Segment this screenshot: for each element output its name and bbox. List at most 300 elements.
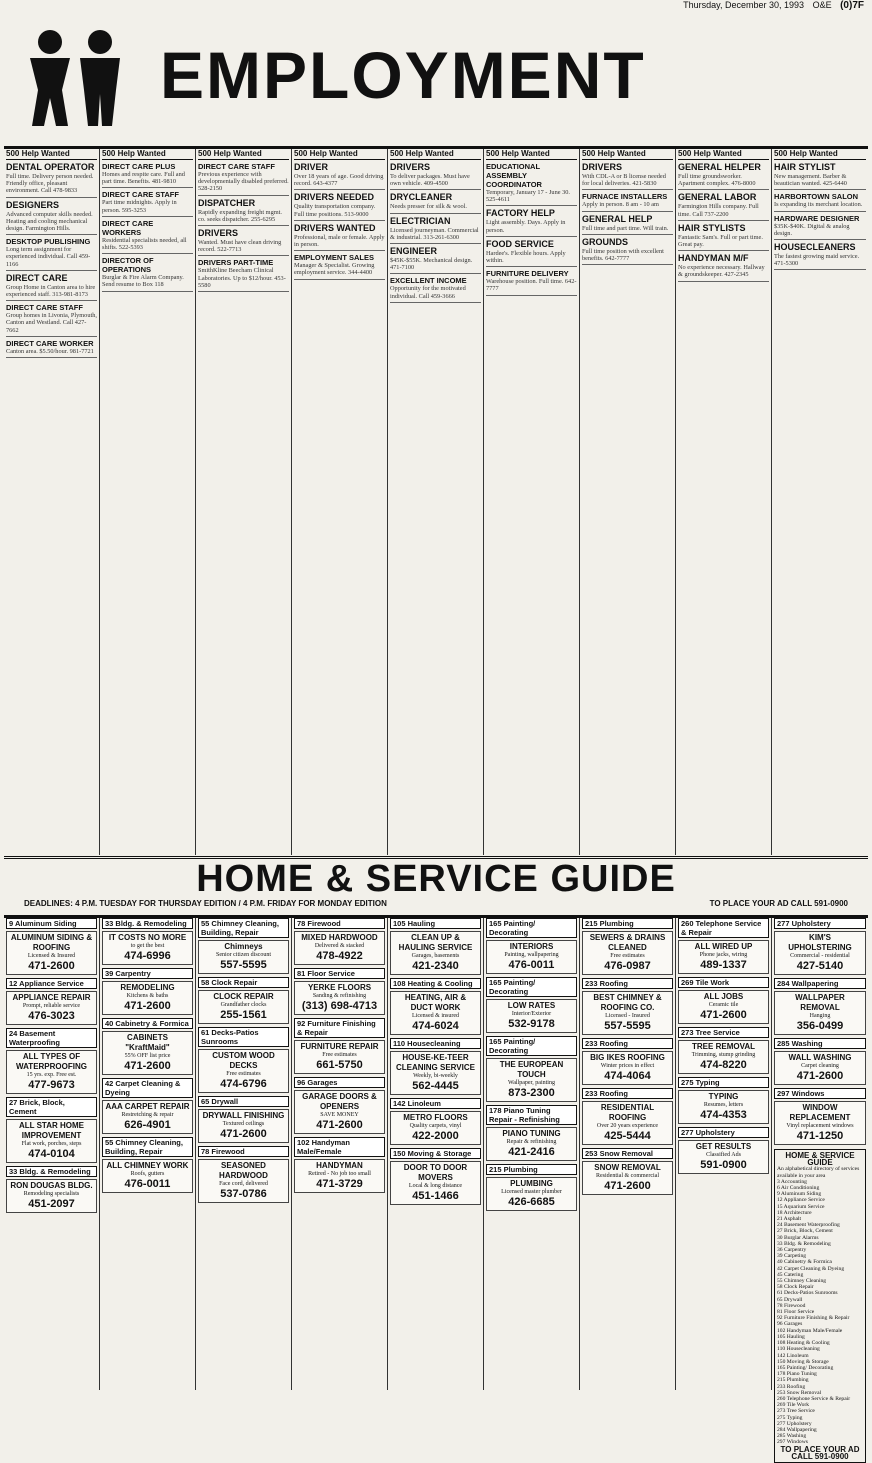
service-name: HEATING, AIR & DUCT WORK <box>404 993 467 1012</box>
job-text: Group homes in Livonia, Plymouth, Canton and Westland. Call 427-7662 <box>6 312 97 334</box>
service-ad <box>6 1119 97 1163</box>
service-name: ALL WIRED UP <box>694 942 753 951</box>
service-phone: 873-2300 <box>508 1087 555 1099</box>
service-name: DOOR TO DOOR MOVERS <box>403 1163 468 1182</box>
guide-column <box>292 918 388 1390</box>
employment-column <box>484 149 580 855</box>
category-heading: 33 Bldg. & Remodeling <box>102 918 193 929</box>
index-item: 92 Furniture Finishing & Repair <box>777 1315 850 1322</box>
service-detail: Roofs, gutters <box>130 1171 165 1177</box>
service-ad <box>6 991 97 1025</box>
job-title: ENGINEER <box>390 246 438 257</box>
job-listing <box>390 192 481 213</box>
job-title: DRYCLEANER <box>390 192 453 203</box>
job-text: Quality transportation company. Full time positions. 513-9000 <box>294 203 376 218</box>
index-footer: TO PLACE YOUR AD CALL 591-0900 <box>780 1444 860 1461</box>
service-detail: Sanding & refinishing <box>312 993 367 999</box>
job-title: FACTORY HELP <box>486 208 555 219</box>
service-ad <box>102 981 193 1015</box>
service-detail: Free estimates <box>610 953 645 959</box>
job-listing <box>774 192 866 211</box>
service-detail: Wallpaper, painting <box>508 1080 555 1086</box>
job-title: DENTAL OPERATOR <box>6 162 95 172</box>
service-detail: Delivered & stacked <box>314 943 365 949</box>
service-name: FURNITURE REPAIR <box>300 1042 379 1051</box>
category-heading: 277 Upholstery <box>678 1127 769 1138</box>
index-item: 6 Air Conditioning <box>777 1185 820 1192</box>
service-phone: 661-5750 <box>316 1059 363 1071</box>
service-category <box>102 1137 193 1193</box>
index-item: 39 Carpeting <box>777 1253 807 1260</box>
service-detail: Interior/Exterior <box>511 1011 552 1017</box>
service-name: CABINETS "KraftMaid" <box>125 1033 170 1052</box>
service-ad <box>102 931 193 965</box>
service-ad <box>486 1127 577 1161</box>
category-heading: 284 Wallpapering <box>774 978 866 989</box>
service-category <box>390 918 481 975</box>
page-header <box>8 0 864 14</box>
people-logo-icon <box>20 28 130 128</box>
service-ad <box>294 1159 385 1193</box>
service-name: ALL STAR HOME IMPROVEMENT <box>18 1121 85 1140</box>
guide-column <box>484 918 580 1390</box>
service-category <box>102 918 193 965</box>
service-ad <box>6 1179 97 1213</box>
service-name: SEWERS & DRAINS CLEANED <box>589 933 666 952</box>
job-title: HAIR STYLIST <box>774 162 836 172</box>
category-heading: 12 Appliance Service <box>6 978 97 989</box>
service-name: INTERIORS <box>509 942 554 951</box>
job-listing <box>678 223 769 251</box>
index-item: 273 Tree Service <box>777 1408 815 1415</box>
service-phone: (313) 698-4713 <box>301 1000 378 1012</box>
index-item: 24 Basement Waterproofing <box>777 1222 840 1229</box>
service-ad <box>390 931 481 975</box>
job-title: EXCELLENT INCOME <box>390 276 467 286</box>
service-phone: 532-9178 <box>508 1018 555 1030</box>
index-item: 81 Floor Service <box>777 1309 815 1316</box>
service-category <box>486 918 577 974</box>
service-ad <box>294 931 385 965</box>
job-listing <box>198 258 289 292</box>
job-listing <box>582 214 673 235</box>
job-listing <box>294 253 385 279</box>
service-name: APPLIANCE REPAIR <box>12 993 91 1002</box>
job-listing <box>582 237 673 265</box>
job-title: HANDYMAN M/F <box>678 253 749 264</box>
job-title: GENERAL HELPER <box>678 162 761 172</box>
job-title: FOOD SERVICE <box>486 238 554 249</box>
job-text: Full time and part time. Will train. <box>582 224 669 232</box>
job-text: Canton area. $5.50/hour. 981-7721 <box>6 347 94 355</box>
service-phone: 474-4353 <box>700 1109 747 1121</box>
service-detail: Hanging <box>809 1013 831 1019</box>
service-phone: 474-4064 <box>604 1070 651 1082</box>
service-name: CUSTOM WOOD DECKS <box>212 1051 275 1070</box>
job-text: $45K-$55K. Mechanical design. 471-7100 <box>390 257 473 272</box>
job-text: With CDL-A or B license needed for local deliveries. 421-5830 <box>582 173 666 188</box>
service-detail: Classified Ads <box>706 1152 741 1158</box>
job-title: FURNITURE DELIVERY <box>486 269 569 279</box>
employment-column <box>676 149 772 855</box>
category-heading: 165 Painting/ Decorating <box>486 1036 577 1056</box>
service-phone: 489-1337 <box>700 959 747 971</box>
category-heading: 92 Furniture Finishing & Repair <box>294 1018 385 1038</box>
category-heading: 33 Bldg. & Remodeling <box>6 1166 97 1177</box>
column-heading: 500 Help Wanted <box>390 149 481 160</box>
service-phone: 476-0987 <box>604 960 651 972</box>
category-heading: 142 Linoleum <box>390 1098 481 1109</box>
service-name: RON DOUGAS BLDG. <box>10 1181 93 1190</box>
job-title: ELECTRICIAN <box>390 215 451 226</box>
category-heading: 96 Garages <box>294 1077 385 1088</box>
service-ad <box>774 991 866 1035</box>
job-listing <box>102 190 193 216</box>
service-category <box>678 977 769 1024</box>
service-name: GARAGE DOORS & OPENERS <box>302 1092 377 1111</box>
service-phone: 562-4445 <box>412 1080 459 1092</box>
category-heading: 215 Plumbing <box>486 1164 577 1175</box>
job-text: Previous experience with developmentally disabled preferred. 528-2150 <box>198 171 289 193</box>
service-ad <box>774 1101 866 1145</box>
service-detail: Painting, wallpapering <box>504 952 559 958</box>
guide-column <box>676 918 772 1390</box>
category-heading: 233 Roofing <box>582 1088 673 1099</box>
employment-column <box>292 149 388 855</box>
job-title: DRIVERS <box>390 162 431 172</box>
service-detail: Residential & commercial <box>596 1173 659 1179</box>
service-category <box>6 1028 97 1094</box>
guide-column <box>196 918 292 1390</box>
index-item: 42 Carpet Cleaning & Dyeing <box>777 1265 845 1272</box>
service-phone: 471-2600 <box>28 960 75 972</box>
job-text: Light assembly. Days. Apply in person. <box>486 219 566 234</box>
column-heading: 500 Help Wanted <box>102 149 193 160</box>
service-category <box>486 1164 577 1211</box>
service-detail: Weekly, bi-weekly <box>413 1073 458 1079</box>
service-detail: Trimming, stump grinding <box>691 1052 756 1058</box>
job-listing <box>582 162 673 190</box>
job-listing <box>294 192 385 220</box>
service-name: SNOW REMOVAL <box>594 1163 661 1172</box>
category-heading: 78 Firewood <box>294 918 385 929</box>
service-name: LOW RATES <box>507 1001 556 1010</box>
service-category <box>294 1077 385 1134</box>
job-listing <box>6 339 97 358</box>
service-category <box>390 978 481 1035</box>
service-phone: 477-9673 <box>28 1079 75 1091</box>
job-listing <box>390 246 481 274</box>
category-heading: 178 Piano Tuning Repair - Refinishing <box>486 1105 577 1125</box>
job-title: DIRECT CARE <box>6 272 68 283</box>
job-title: DRIVERS <box>198 228 239 239</box>
service-category <box>582 1148 673 1195</box>
service-ad <box>486 1177 577 1211</box>
service-phone: 476-3023 <box>28 1010 75 1022</box>
service-category <box>390 1098 481 1145</box>
guide-banner <box>4 856 868 918</box>
job-text: Warehouse position. Full time. 642-7777 <box>486 278 577 293</box>
category-heading: 58 Clock Repair <box>198 977 289 988</box>
category-heading: 277 Upholstery <box>774 918 866 929</box>
service-name: HANDYMAN <box>316 1161 363 1170</box>
service-category <box>294 1137 385 1193</box>
service-detail: SAVE MONEY <box>320 1112 359 1118</box>
job-title: DRIVERS WANTED <box>294 222 376 233</box>
service-name: CLEAN UP & HAULING SERVICE <box>398 933 473 952</box>
job-text: The fastest growing maid service. 471-5300 <box>774 253 860 268</box>
service-ad <box>582 931 673 975</box>
job-text: To deliver packages. Must have own vehicle. 409-4500 <box>390 173 470 188</box>
service-category <box>102 968 193 1015</box>
service-phone: 474-6796 <box>220 1078 267 1090</box>
service-name: PLUMBING <box>510 1179 553 1188</box>
employment-grid <box>4 146 868 855</box>
service-category <box>198 1027 289 1093</box>
employment-column <box>580 149 676 855</box>
job-title: HAIR STYLISTS <box>678 222 746 233</box>
service-category <box>582 918 673 975</box>
guide-title: HOME & SERVICE GUIDE <box>196 858 676 900</box>
service-ad <box>582 991 673 1035</box>
job-title: GENERAL LABOR <box>678 192 757 203</box>
service-phone: 478-4922 <box>316 950 363 962</box>
service-ad <box>678 1140 769 1174</box>
service-category <box>390 1038 481 1095</box>
index-item: 12 Appliance Service <box>777 1197 825 1204</box>
category-heading: 61 Decks-Patios Sunrooms <box>198 1027 289 1047</box>
service-phone: 474-0104 <box>28 1148 75 1160</box>
category-heading: 297 Windows <box>774 1088 866 1099</box>
job-text: Wanted. Must have clean driving record. 522-7713 <box>198 239 282 254</box>
job-title: DISPATCHER <box>198 197 256 208</box>
job-title: EDUCATIONAL ASSEMBLY COORDINATOR <box>486 162 542 189</box>
index-item: 108 Heating & Cooling <box>777 1340 830 1347</box>
job-listing <box>198 162 289 196</box>
service-detail: to get the best <box>130 943 165 949</box>
column-heading: 500 Help Wanted <box>6 149 97 160</box>
job-listing <box>678 192 769 220</box>
service-ad <box>102 1100 193 1134</box>
service-phone: 422-2000 <box>412 1130 459 1142</box>
job-text: Fantastic Sam's. Full or part time. Great pay. <box>678 233 763 249</box>
index-item: 110 Housecleaning <box>777 1346 820 1353</box>
job-title: DRIVERS <box>582 162 623 172</box>
service-ad <box>6 1050 97 1094</box>
service-category <box>198 1146 289 1203</box>
service-name: TREE REMOVAL <box>692 1042 755 1051</box>
service-category <box>294 918 385 965</box>
service-category <box>198 1096 289 1143</box>
index-item: 269 Tile Work <box>777 1402 810 1409</box>
job-listing <box>774 162 866 190</box>
service-ad <box>198 1049 289 1093</box>
job-title: DRIVER <box>294 162 329 172</box>
service-detail: Free estimates <box>322 1052 357 1058</box>
job-listing <box>486 162 577 206</box>
service-phone: 591-0900 <box>700 1159 747 1171</box>
job-text: Rapidly expanding freight mgmt. co. seeks dispatcher. 255-6295 <box>198 208 282 223</box>
service-detail: Textured ceilings <box>222 1121 265 1127</box>
column-heading: 500 Help Wanted <box>582 149 673 160</box>
job-text: Opportunity for the motivated individual. Call 459-3666 <box>390 285 466 300</box>
column-heading: 500 Help Wanted <box>294 149 385 160</box>
service-name: YERKE FLOORS <box>307 983 372 992</box>
category-heading: 78 Firewood <box>198 1146 289 1157</box>
service-category <box>582 1088 673 1145</box>
category-heading: 253 Snow Removal <box>582 1148 673 1159</box>
job-listing <box>294 162 385 190</box>
index-item: 105 Hauling <box>777 1333 805 1340</box>
job-title: DESIGNERS <box>6 199 60 210</box>
service-phone: 626-4901 <box>124 1119 171 1131</box>
job-text: Over 18 years of age. Good driving record. 643-4377 <box>294 173 384 188</box>
service-category <box>6 978 97 1025</box>
service-category <box>678 1077 769 1124</box>
job-listing <box>102 162 193 188</box>
service-name: KIM'S UPHOLSTERING <box>788 933 852 952</box>
service-ad <box>390 1111 481 1145</box>
service-phone: 471-2600 <box>316 1119 363 1131</box>
service-category <box>486 1105 577 1161</box>
employment-column <box>772 149 868 855</box>
service-name: IT COSTS NO MORE <box>108 933 187 942</box>
guide-column <box>388 918 484 1390</box>
job-listing <box>774 242 866 270</box>
service-phone: 255-1561 <box>220 1009 267 1021</box>
guide-column <box>100 918 196 1390</box>
job-title: DIRECTOR OF OPERATIONS <box>102 256 154 275</box>
service-detail: Flat work, porches, steps <box>21 1141 82 1147</box>
job-listing <box>774 214 866 240</box>
guide-grid <box>4 918 868 1461</box>
service-ad <box>294 981 385 1015</box>
service-detail: Local & long distance <box>408 1183 463 1189</box>
service-ad <box>774 1051 866 1085</box>
job-title: DRIVERS PART-TIME <box>198 258 274 268</box>
guide-place-ad: TO PLACE YOUR AD CALL 591-0900 <box>709 899 848 908</box>
index-item: 253 Snow Removal <box>777 1389 822 1396</box>
job-text: Long term assignment for experienced individual. Call 459-1166 <box>6 246 91 268</box>
category-heading: 165 Painting/ Decorating <box>486 977 577 997</box>
service-phone: 476-0011 <box>508 959 555 971</box>
index-item: 33 Bldg. & Remodeling <box>777 1240 831 1247</box>
job-text: Is expanding its merchant location. <box>774 201 863 209</box>
service-detail: Commercial - residential <box>790 953 850 959</box>
service-category <box>6 1166 97 1213</box>
service-ad <box>102 1031 193 1075</box>
index-item: 55 Chimney Cleaning <box>777 1278 827 1285</box>
service-phone: 425-5444 <box>604 1130 651 1142</box>
category-heading: 40 Cabinetry & Formica <box>102 1018 193 1029</box>
job-text: Homes and respite care. Full and part time. Benefits. 481-9810 <box>102 171 185 186</box>
service-ad <box>294 1090 385 1134</box>
job-title: DIRECT CARE STAFF <box>6 303 83 313</box>
category-heading: 81 Floor Service <box>294 968 385 979</box>
service-category <box>102 1078 193 1134</box>
service-category <box>582 978 673 1035</box>
service-category <box>294 1018 385 1074</box>
service-detail: Carpet cleaning <box>801 1063 839 1069</box>
service-detail: Retired - No job too small <box>308 1171 371 1177</box>
employment-column <box>388 149 484 855</box>
category-heading: 55 Chimney Cleaning, Building, Repair <box>198 918 289 938</box>
job-text: Full time groundsworker. Apartment complex. 476-8000 <box>678 173 756 188</box>
service-category <box>198 918 289 974</box>
category-heading: 110 Housecleaning <box>390 1038 481 1049</box>
index-item: 9 Aluminum Siding <box>777 1191 822 1198</box>
service-name: DRYWALL FINISHING <box>202 1111 285 1120</box>
job-text: SmithKline Beecham Clinical Laboratories. Up to $12/hour. 453-5580 <box>198 267 286 289</box>
service-detail: Licensed & insured <box>412 1013 459 1019</box>
job-text: Needs presser for silk & wool. <box>390 203 467 211</box>
job-text: Full time. Delivery person needed. Friendly office, pleasant environment. Call 478-9833 <box>6 173 94 195</box>
guide-deadlines: DEADLINES: 4 P.M. TUESDAY FOR THURSDAY EDITION / 4 P.M. FRIDAY FOR MONDAY EDITION <box>24 899 387 908</box>
service-ad <box>6 931 97 975</box>
job-text: New management. Barber & beautician wanted. 425-6440 <box>774 173 847 188</box>
job-text: Professional, male or female. Apply in person. <box>294 233 385 249</box>
service-phone: 474-6024 <box>412 1020 459 1032</box>
guide-column <box>4 918 100 1390</box>
category-heading: 102 Handyman Male/Female <box>294 1137 385 1157</box>
service-phone: 474-8220 <box>700 1059 747 1071</box>
job-text: Burglar & Fire Alarm Company. Send resume to Box 118 <box>102 274 184 289</box>
category-heading: 260 Telephone Service & Repair <box>678 918 769 938</box>
service-name: WALLPAPER REMOVAL <box>795 993 845 1012</box>
job-listing <box>6 237 97 271</box>
service-detail: Vinyl replacement windows <box>786 1123 854 1129</box>
service-category <box>294 968 385 1015</box>
service-name: THE EUROPEAN TOUCH <box>499 1060 564 1079</box>
job-title: HARBORTOWN SALON <box>774 192 859 202</box>
index-item: 277 Upholstery <box>777 1420 812 1427</box>
job-listing <box>198 198 289 226</box>
job-text: Residential specialists needed, all shifts. 522-5393 <box>102 236 187 252</box>
service-ad <box>678 1090 769 1124</box>
index-item: 21 Asphalt <box>777 1216 802 1223</box>
service-phone: 427-5140 <box>796 960 844 972</box>
index-item: 27 Brick, Block, Cement <box>777 1228 833 1235</box>
service-phone: 476-0011 <box>124 1178 171 1190</box>
job-text: Hardee's. Flexible hours. Apply within. <box>486 249 566 265</box>
employment-column <box>4 149 100 855</box>
job-title: HOUSECLEANERS <box>774 242 856 253</box>
category-heading: 165 Painting/ Decorating <box>486 918 577 938</box>
service-ad <box>486 940 577 974</box>
service-category <box>678 1127 769 1174</box>
service-ad <box>582 1101 673 1145</box>
category-heading: 233 Roofing <box>582 1038 673 1049</box>
category-heading: 150 Moving & Storage <box>390 1148 481 1159</box>
job-text: Licensed journeyman. Commercial & industrial. 313-261-6300 <box>390 226 479 241</box>
index-item: 285 Washing <box>777 1433 807 1440</box>
service-name: ALL CHIMNEY WORK <box>106 1161 189 1170</box>
service-ad <box>678 1040 769 1074</box>
job-listing <box>486 208 577 236</box>
column-heading: 500 Help Wanted <box>486 149 577 160</box>
employment-column <box>100 149 196 855</box>
service-phone: 356-0499 <box>796 1020 844 1032</box>
job-listing <box>6 162 97 198</box>
job-listing <box>6 303 97 337</box>
category-heading: 24 Basement Waterproofing <box>6 1028 97 1048</box>
job-text: Manager & Specialist. Growing employment service. 344-4400 <box>294 262 375 277</box>
job-title: DESKTOP PUBLISHING <box>6 237 91 247</box>
category-heading: 233 Roofing <box>582 978 673 989</box>
service-name: BIG IKES ROOFING <box>590 1053 665 1062</box>
service-phone: 451-1466 <box>412 1190 459 1202</box>
job-title: DIRECT CARE WORKERS <box>102 218 154 237</box>
